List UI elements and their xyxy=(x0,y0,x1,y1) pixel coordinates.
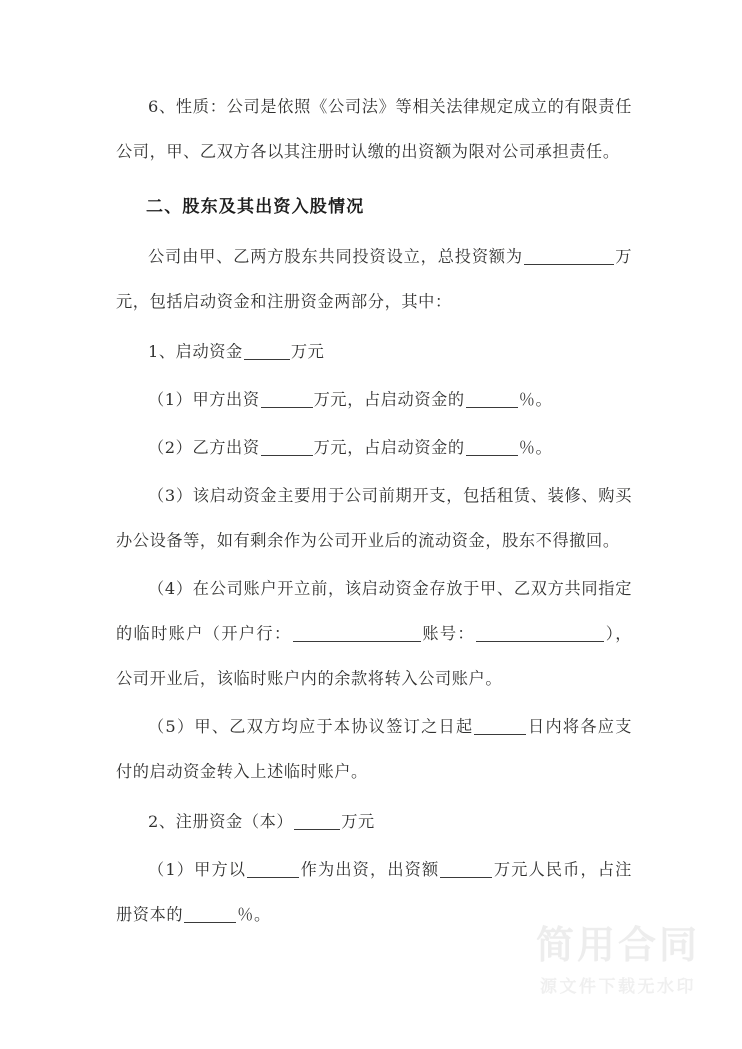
paragraph-item-2-1 xyxy=(116,847,632,937)
paragraph-item-1-3 xyxy=(116,473,632,563)
watermark-title: 简用合同 xyxy=(535,923,700,968)
blank-party-a-asset-type[interactable] xyxy=(247,863,299,878)
item-1-1-text-part-1: （1）甲方出资 xyxy=(148,390,260,409)
document-content xyxy=(116,84,632,939)
item-2-text-part-2: 万元 xyxy=(341,812,375,831)
item-1-1-text-part-3: ％。 xyxy=(518,390,553,409)
item-2-1-text-part-1: （1）甲方以 xyxy=(148,860,247,879)
item-1-4-text-part-1: （4）在公司账户开立前，该启动资金存放于甲、乙双方共同指定的临时账户（开户行： xyxy=(116,579,632,643)
blank-account-number[interactable] xyxy=(476,627,604,642)
intro-text-part-1: 公司由甲、乙两方股东共同投资设立，总投资额为 xyxy=(148,247,523,266)
paragraph-item-1 xyxy=(116,329,632,374)
clause-6-text: 6、性质：公司是依照《公司法》等相关法律规定成立的有限责任公司，甲、乙双方各以其注册时认缴的出资额为限对公司承担责任。 xyxy=(116,97,632,161)
blank-total-investment[interactable] xyxy=(524,250,614,265)
paragraph-item-1-1 xyxy=(116,377,632,422)
item-1-text-part-2: 万元 xyxy=(290,342,325,361)
blank-party-b-contribution[interactable] xyxy=(261,441,313,456)
blank-party-a-percentage[interactable] xyxy=(466,393,518,408)
spacer xyxy=(116,176,632,179)
item-1-2-text-part-1: （2）乙方出资 xyxy=(148,438,260,457)
item-1-5-text-part-1: （5）甲、乙双方均应于本协议签订之日起 xyxy=(148,717,474,736)
paragraph-intro xyxy=(116,234,632,324)
paragraph-item-1-4 xyxy=(116,566,632,701)
item-2-1-text-part-3: 万元人民币，占注册资本的 xyxy=(116,860,632,924)
item-1-5-text-part-2: 日内将各应支付的启动资金转入上述临时账户。 xyxy=(116,717,632,781)
item-1-text-part-1: 1、启动资金 xyxy=(148,342,243,361)
item-2-text-part-1: 2、注册资金（本） xyxy=(148,812,294,831)
item-1-4-text-part-2: 账号： xyxy=(421,624,475,643)
item-2-1-text-part-4: ％。 xyxy=(237,905,271,924)
item-2-1-text-part-2: 作为出资，出资额 xyxy=(300,860,440,879)
item-1-2-text-part-2: 万元，占启动资金的 xyxy=(313,438,465,457)
intro-text-part-2: 万元，包括启动资金和注册资金两部分，其中： xyxy=(116,247,632,311)
paragraph-item-1-5 xyxy=(116,704,632,794)
watermark-subtitle: 源文件下载无水印 xyxy=(539,977,696,997)
item-1-2-text-part-3: ％。 xyxy=(518,438,553,457)
blank-party-a-capital-amount[interactable] xyxy=(440,863,492,878)
item-1-3-text: （3）该启动资金主要用于公司前期开支，包括租赁、装修、购买办公设备等，如有剩余作为公司开业后的流动资金，股东不得撤回。 xyxy=(116,486,632,550)
blank-startup-capital[interactable] xyxy=(244,345,290,360)
paragraph-item-1-2 xyxy=(116,425,632,470)
blank-bank-name[interactable] xyxy=(293,627,421,642)
blank-registered-capital[interactable] xyxy=(294,815,340,830)
item-1-4-text-part-3: ），公司开业后，该临时账户内的余款将转入公司账户。 xyxy=(116,624,632,688)
paragraph-clause-6 xyxy=(116,84,632,174)
blank-party-b-percentage[interactable] xyxy=(466,441,518,456)
paragraph-item-2 xyxy=(116,799,632,844)
blank-party-a-contribution[interactable] xyxy=(261,393,313,408)
section-heading-two xyxy=(116,185,632,230)
section-heading-two-text: 二、股东及其出资入股情况 xyxy=(146,197,365,217)
blank-party-a-capital-percentage[interactable] xyxy=(184,908,236,923)
item-1-1-text-part-2: 万元，占启动资金的 xyxy=(313,390,465,409)
blank-payment-days[interactable] xyxy=(474,720,526,735)
